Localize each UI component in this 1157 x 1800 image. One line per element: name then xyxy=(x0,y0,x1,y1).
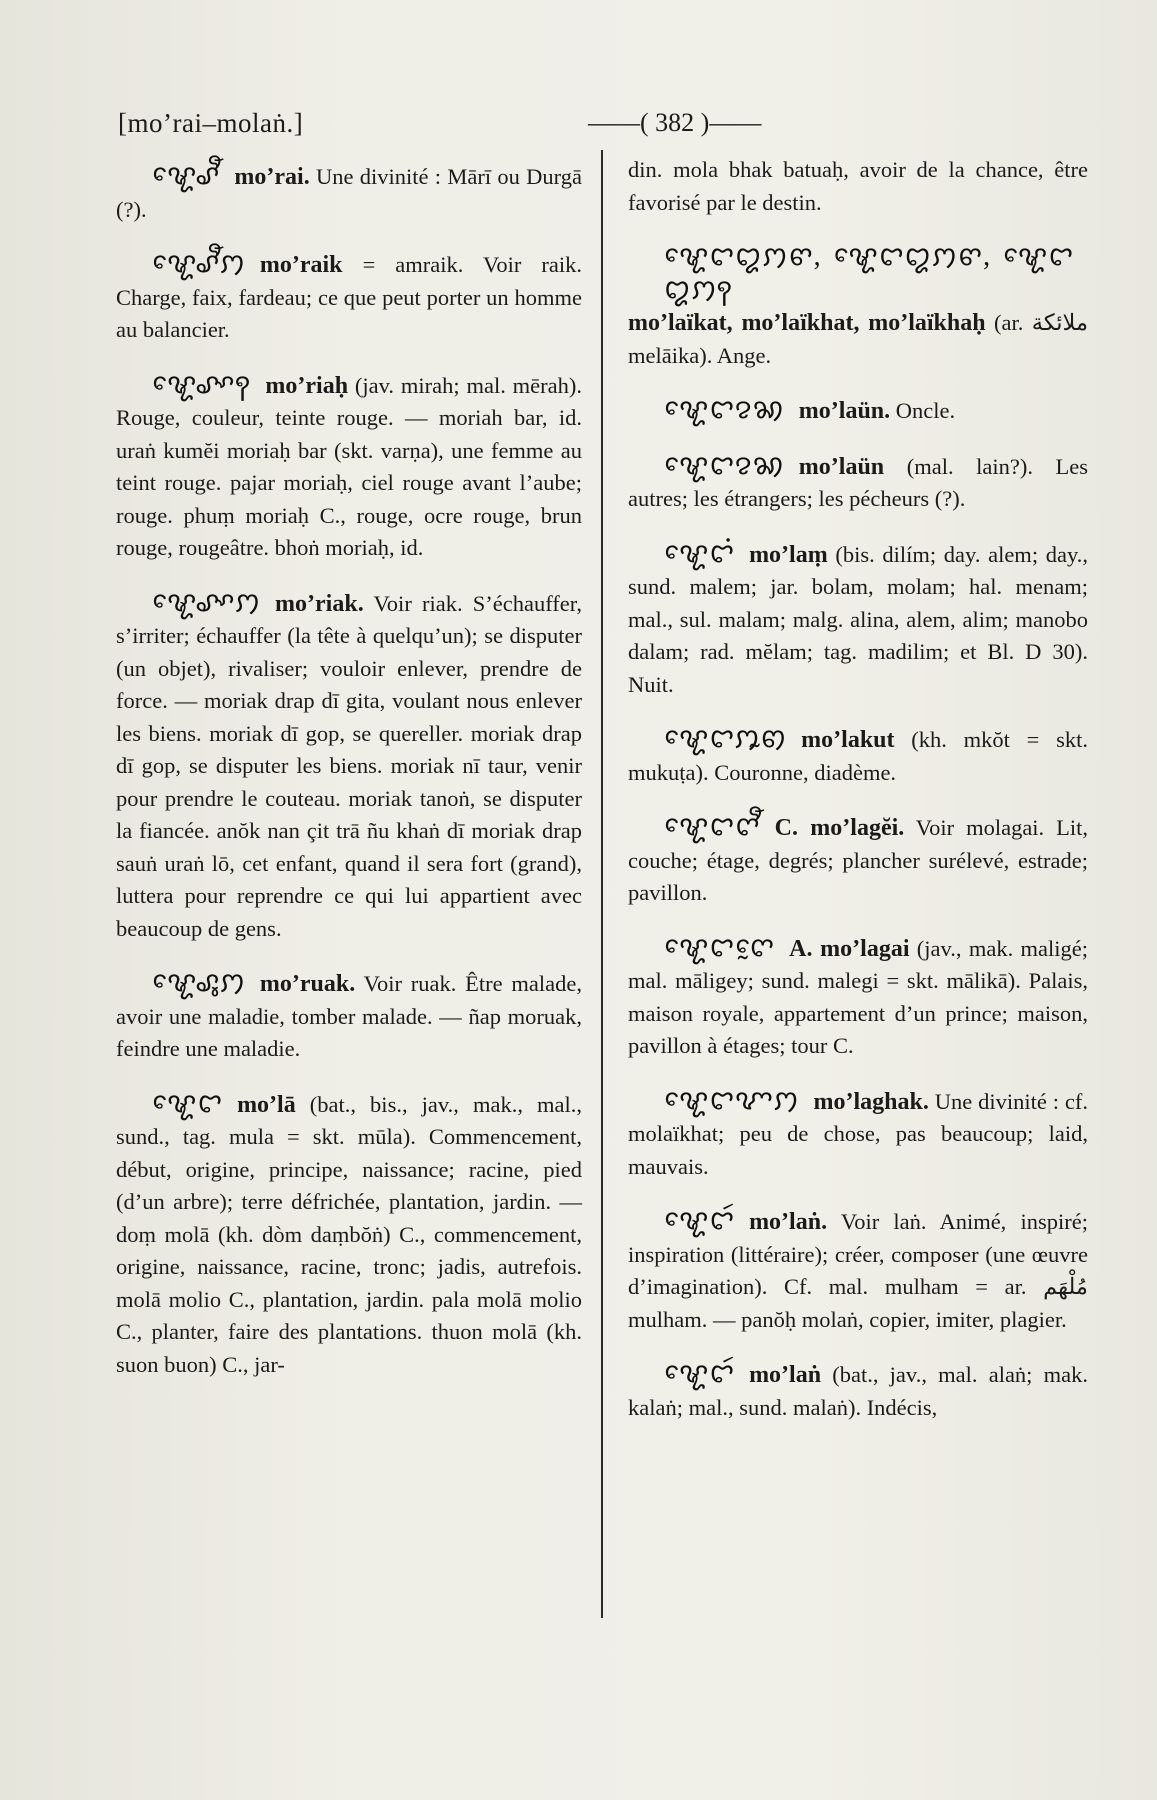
cham-script-headword: ꨠꨯꨤꨈꨰ xyxy=(664,931,776,963)
entry-definition: Une divinité : Mārī ou Durgā (?). xyxy=(116,164,582,222)
dictionary-entry xyxy=(628,932,1088,1063)
cham-script-headword: ꨠꨯꨤꩃ xyxy=(664,1358,736,1389)
entry-definition: (bat., jav., mal. alaṅ; mak. kalaṅ; mal., sund. malaṅ). Indécis, xyxy=(628,1362,1088,1420)
entry-headword: mo’raik xyxy=(259,252,343,278)
dictionary-entry xyxy=(628,811,1088,910)
cham-script-headword: ꨠꨯꨣꨶꩀ xyxy=(152,967,246,998)
entry-definition: (kh. mkŏt = skt. mukuṭa). Couronne, diadème. xyxy=(628,727,1088,785)
cham-script-headword: ꨠꨯꨤ xyxy=(152,1087,224,1119)
entry-definition: (mal. lain?). Les autres; les étrangers; les pécheurs (?). xyxy=(628,453,1088,511)
entry-definition: Oncle. xyxy=(890,398,956,423)
entry-definition: Une divinité : cf. molaïkhat; peu de chose, pas beaucoup; laid, mauvais. xyxy=(628,1088,1088,1179)
dictionary-entry xyxy=(628,241,1088,372)
entry-definition: (ar. ملائكة melāika). Ange. xyxy=(628,310,1088,368)
entry-definition: = amraik. Voir raik. Charge, faix, fardeau; ce que peut porter un homme au balancier. xyxy=(116,252,582,342)
dictionary-entry xyxy=(116,248,582,347)
dictionary-entry xyxy=(628,154,1088,219)
page-number: ——( 382 )—— xyxy=(588,108,762,137)
entry-headword: mo’laghak. xyxy=(813,1088,929,1115)
entry-definition: (bat., bis., jav., mak., mal., sund., tag. mula = skt. mūla). Commencement, début, origine, principe, naissance; racine, pied (d’un arbre); terre défrichée, plantation, jardin. — doṃ molā (kh. dòm daṃbŏṅ) C., commencement, origine, naissance, racine, tronc; jadis, autrefois. molā molio C., plantation, jardin. pala molā molio C., planter, faire des plantations. thuon molā (kh. suon buon) C., jar- xyxy=(116,1091,582,1377)
entry-headword: mo’laṅ xyxy=(749,1362,822,1388)
entry-definition: (jav., mak. maligé; mal. māligey; sund. malegi = skt. mālikā). Palais, maison royale, appartement d’un prince; maison, pavillon à étages; tour C. xyxy=(628,935,1088,1058)
entry-headword: mo’ruak. xyxy=(259,971,356,997)
entry-definition: Voir riak. S’échauffer, s’irriter; échauffer (la tête à quelqu’un); se disputer (un objet), rivaliser; vouloir enlever, prendre de force. — moriak drap dī gita, voulant nous enlever les biens. moriak dī gop, se quereller. moriak drap dī gop, se disputer les biens. moriak nī taur, venir pour prendre le couteau. moriak tanoṅ, se disputer la fiancée. anŏk nan çit trā ñu khaṅ dī moriak drap sauṅ uraṅ lō, cet enfant, quand il sera fort (grand), luttera pour reprendre ce qui lui appartient avec beaucoup de gens. xyxy=(116,590,582,941)
cham-script-headword: ꨠꨯꨣꨳꩍ xyxy=(152,368,252,400)
dictionary-entry xyxy=(628,450,1088,516)
entry-definition: (jav. mirah; mal. mērah). Rouge, couleur, teinte rouge. — moriah bar, id. uraṅ kumĕi moriaḥ bar (skt. varṇa), une femme au teint rouge. pajar moriaḥ, ciel rouge avant l’aube; rouge. phuṃ moriaḥ C., rouge, ocre rouge, brun rouge, rougeâtre. bhoṅ moriaḥ, id. xyxy=(116,372,582,560)
entry-headword: mo’laün. xyxy=(798,398,891,424)
left-column xyxy=(116,160,582,1403)
entry-headword: mo’laṃ xyxy=(749,541,828,568)
entry-headword: mo’laṅ. xyxy=(749,1209,828,1235)
entry-headword: mo’lā xyxy=(237,1091,296,1118)
cham-script-headword: ꨠꨯꨤꩃ xyxy=(664,1205,736,1236)
running-head: [mo’rai–molaṅ.] xyxy=(118,108,304,138)
dictionary-entry xyxy=(116,160,582,226)
dictionary-entry xyxy=(116,587,582,946)
dictionary-entry xyxy=(628,538,1088,702)
cham-script-headword: ꨠꨯꨤꨂꩆ xyxy=(664,394,785,425)
cham-script-headword: ꨠꨯꨤꩀꨭꩅ xyxy=(664,723,788,754)
entry-definition: Voir molagai. Lit, couche; étage, degrés; plancher surélevé, estrade; pavillon. xyxy=(628,815,1088,905)
dictionary-entry xyxy=(628,723,1088,789)
entry-headword: A. mo’lagai xyxy=(789,935,910,962)
entry-headword: mo’laïkat, mo’laïkhat, mo’laïkhaḥ xyxy=(628,310,986,336)
dictionary-entry xyxy=(116,1088,582,1382)
cham-script-headword: ꨠꨯꨣꨬꩀ xyxy=(152,248,246,279)
page-header xyxy=(118,108,1078,150)
entry-headword: mo’rai. xyxy=(234,164,310,190)
entry-definition: Voir ruak. Être malade, avoir une maladie, tomber malade. — ñap moruak, feindre une maladie. xyxy=(116,971,582,1061)
cham-script-headword: ꨠꨯꨣꨳꩀ xyxy=(152,586,262,618)
dictionary-entry xyxy=(628,1085,1088,1184)
dictionary-entry xyxy=(628,1358,1088,1424)
dictionary-entry xyxy=(116,967,582,1066)
entry-headword: mo’lakut xyxy=(801,727,895,753)
entry-headword: C. mo’lagĕi. xyxy=(774,815,905,841)
right-column xyxy=(628,154,1088,1446)
cham-script-headword: ꨠꨯꨤꨂꩆ xyxy=(664,449,785,481)
cham-script-headword: ꨠꨯꨣꨬ xyxy=(152,160,221,191)
entry-definition: (bis. dilím; day. alem; day., sund. malem; jar. bolam, molam; hal. menam; mal., sul. malam; malg. alina, alem, alim; manobo dalam; rad. mĕlam; tag. madilim; et Bl. D 30). Nuit. xyxy=(628,541,1088,697)
entry-headword: mo’laün xyxy=(798,453,885,480)
cham-script-headword: ꨠꨯꨤꨉꩀ xyxy=(664,1084,800,1116)
entry-headword: mo’riak. xyxy=(275,590,364,617)
dictionary-entry xyxy=(628,394,1088,428)
entry-definition: din. mola bhak batuaḥ, avoir de la chance, être favorisé par le destin. xyxy=(628,157,1088,215)
cham-script-headword: ꨠꨯꨤꨈꨬ xyxy=(664,811,761,842)
dictionary-entry xyxy=(628,1205,1088,1336)
cham-script-headword: ꨠꨯꨤꩌ xyxy=(664,537,736,569)
entry-definition: Voir laṅ. Animé, inspiré; inspiration (littéraire); créer, composer (une œuvre d’imagination). Cf. mal. mulham = ar. مُلْهَم mulham. — panŏḥ molaṅ, copier, imiter, plagier. xyxy=(628,1209,1088,1332)
entry-headword: mo’riaḥ xyxy=(265,372,349,399)
cham-script-headword: ꨠꨯꨤꨁꩀꨓ, ꨠꨯꨤꨁꩀꨓ, ꨠꨯꨤꨁꩀꩍ xyxy=(664,241,1074,305)
column-divider xyxy=(601,150,603,1618)
dictionary-entry xyxy=(116,369,582,565)
